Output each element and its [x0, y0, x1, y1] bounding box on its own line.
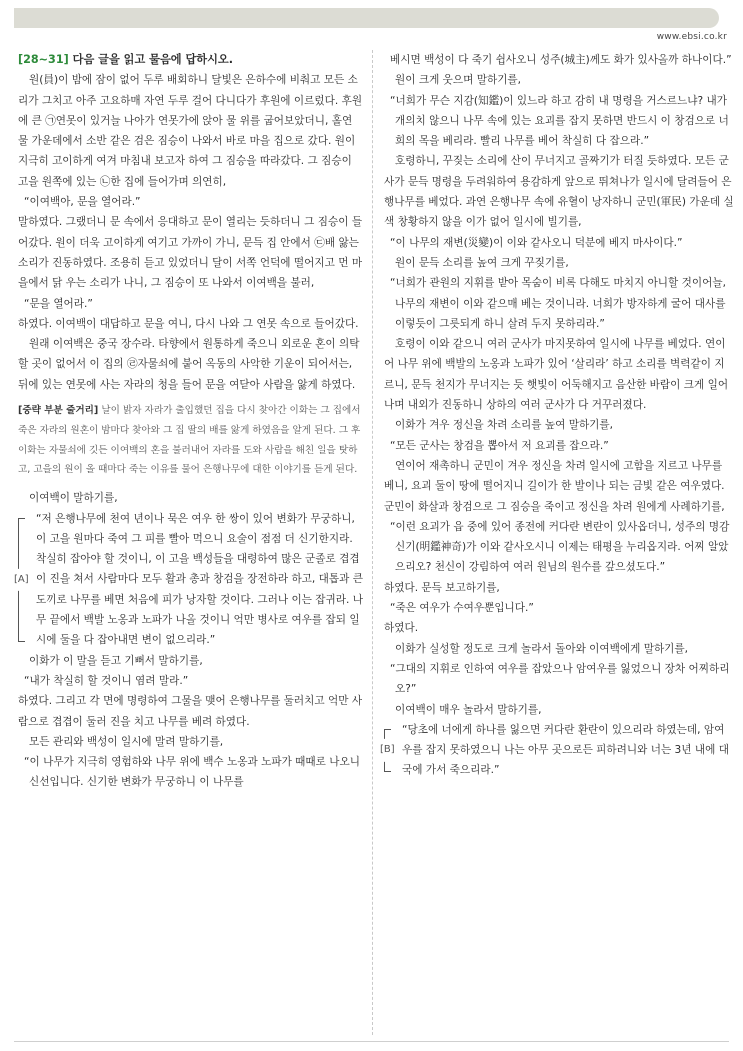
box-b-text: “당초에 너에게 하나를 잃으면 커다란 환란이 있으리라 하였는데, 암여우를 잡지 못하였으니 나는 아무 곳으로든 피하려니와 너는 3년 내에 대국에 가서 죽으리라.” — [402, 723, 729, 777]
passage-paragraph: 하였다. — [384, 622, 419, 635]
passage-paragraph: 원래 이여백은 중국 장수라. 타향에서 원통하게 죽으니 외로운 혼이 의탁할 곳이 없어서 이 집의 ㉣자물쇠에 붙어 옥동의 사악한 기운이 되어서는, 뒤에 있는 연못에 사는 자라의 청을 들어 문을 여닫아 사람을 앓게 하였다. — [18, 338, 360, 391]
passage-bottom — [18, 651, 364, 793]
passage-dialogue: “너희가 관원의 지휘를 받아 목숨이 비록 다해도 마치지 아니할 것이어늘, 나무의 재변이 이와 같으매 베는 것이니라. 너희가 방자하게 굴어 대사를 이렇듯이 그릇되게 하니 살려 두지 못하리라.” — [390, 277, 726, 330]
passage-paragraph: 하였다. 이여백이 대답하고 문을 여니, 다시 나와 그 연못 속으로 들어갔다. — [18, 317, 359, 330]
passage-paragraph: 원이 크게 웃으며 말하기를, — [395, 74, 522, 87]
passage-paragraph: 이화가 실성할 정도로 크게 놀라서 돌아와 이여백에게 말하기를, — [395, 642, 689, 655]
box-a — [14, 509, 364, 651]
left-column — [14, 50, 364, 793]
passage-dialogue: “너희가 무슨 지감(知鑑)이 있느라 하고 감히 내 명령을 거스르느냐? 내가 개의치 않으니 나무 속에 있는 요괴를 잡지 못하면 반드시 이 창검으로 너희의 목을 베리라. 빨리 나무를 베어 착실히 다 잡으라.” — [390, 94, 729, 148]
passage-dialogue: “내가 착실히 할 것이니 염려 말라.” — [24, 674, 189, 687]
passage-paragraph: 하였다. 그리고 각 면에 명령하여 그물을 맺어 은행나무를 둘러치고 억만 사람으로 겹겹이 둘러 진을 치고 나무를 베려 하였다. — [18, 695, 363, 728]
passage-dialogue: “문을 열어라.” — [24, 297, 93, 310]
passage-dialogue: “모든 군사는 창검을 뽑아서 저 요괴를 잡으라.” — [390, 439, 609, 452]
summary-text: 날이 밝자 자라가 출입했던 집을 다시 찾아간 이화는 그 집에서 죽은 자라의 원혼이 밤마다 찾아와 그 집 딸의 배를 앓게 하였음을 알게 된다. 그 후 이화는 자물쇠에 깃든 이여백의 혼을 불러내어 자라를 도와 사람을 해친 일을 탓하고, 고을의 원이 올 때마다 죽는 이유를 물어 은행나무에 대한 이야기를 듣게 된다. — [18, 405, 361, 476]
footer-rule — [14, 1041, 729, 1042]
passage-dialogue: “그대의 지휘로 인하여 여우를 잡았으나 암여우를 잃었으니 장차 어찌하리오?” — [390, 662, 730, 696]
header-bar — [14, 8, 719, 28]
site-url: www.ebsi.co.kr — [656, 32, 727, 42]
passage-dialogue: “죽은 여우가 수여우뿐입니다.” — [390, 602, 534, 615]
question-instruction: 다음 글을 읽고 물음에 답하시오. — [72, 53, 233, 66]
passage-dialogue: 베시면 백성이 다 죽기 쉽사오니 성주(城主)께도 화가 있사올까 하나이다.” — [390, 54, 732, 66]
box-a-text: “저 은행나무에 천여 년이나 묵은 여우 한 쌍이 있어 변화가 무궁하니, 이 고을 원마다 죽여 그 피를 빨아 먹으니 요술이 점점 더 신기한지라. 착실히 잡아야 할 것이니, 이 고을 백성들을 대령하여 많은 군졸로 겹겹이 진을 쳐서 사람마다 모두 활과 총과 창검을 장전하라 하고, 대톱과 큰 도끼로 나무를 베면 처음에 피가 낭자할 것이다. 그러나 이는 잡귀라. 나무 끝에서 백발 노옹과 노파가 나올 것이니 억만 병사로 여우를 잡되 일시에 둘을 다 잡아내면 변이 없으리라.” — [36, 512, 363, 647]
box-b — [380, 720, 734, 781]
passage-dialogue: “이여백아, 문을 열어라.” — [24, 196, 141, 209]
passage-paragraph: 하였다. 문득 보고하기를, — [384, 581, 500, 594]
box-a-label: [A] — [14, 568, 29, 590]
question-number: [28~31] — [18, 53, 69, 66]
plot-summary — [18, 401, 364, 480]
passage-paragraph: 원이 문득 소리를 높여 크게 꾸짖기를, — [395, 256, 569, 269]
passage-paragraph: 말하였다. 그랬더니 문 속에서 응대하고 문이 열리는 듯하더니 그 짐승이 들어갔다. 원이 더욱 고이하게 여기고 가까이 가니, 문득 집 안에서 ㉢배 앓는 소리가 진동하였다. 조용히 듣고 있었더니 달이 서쪽 언덕에 떨어지고 먼 마을에서 닭 우는 소리가 나니, 그 짐승이 또 나와서 이여백을 불러, — [18, 216, 363, 290]
box-a-intro: 이여백이 말하기를, — [29, 492, 118, 505]
passage-dialogue: “이 나무가 지극히 영험하와 나무 위에 백수 노옹과 노파가 때때로 나오니 신선입니다. 신기한 변화가 무궁하니 이 나무를 — [24, 756, 360, 789]
passage-paragraph: 이여백이 매우 놀라서 말하기를, — [395, 703, 542, 716]
passage-paragraph: 이화가 이 말을 듣고 기뻐서 말하기를, — [29, 654, 203, 667]
passage-paragraph: 연이어 재촉하니 군민이 겨우 정신을 차려 일시에 고함을 지르고 나무를 베니, 요괴 둘이 땅에 떨어지니 길이가 한 발이나 되는 금빛 같은 여우였다. 군민이 화살과 창검으로 그 짐승을 죽이고 정신을 차려 원에게 사례하기를, — [384, 459, 725, 513]
passage-paragraph: 모든 관리와 백성이 일시에 말려 말하기를, — [29, 735, 224, 748]
passage-top — [18, 70, 364, 395]
passage-paragraph: 호령하니, 꾸짖는 소리에 산이 무너지고 골짜기가 터질 듯하였다. 모든 군사가 문득 명령을 두려워하여 용감하게 앞으로 뛰쳐나가 일시에 달려들어 은행나무를 베었다. 과연 은행나무 속에 유혈이 낭자하니 군민(軍民) 가운데 실색 창황하지 않을 이가 없어 일시에 빌기를, — [384, 155, 734, 229]
passage-paragraph: 이화가 겨우 정신을 차려 소리를 높여 말하기를, — [395, 419, 614, 432]
column-divider — [372, 50, 373, 1035]
passage-dialogue: “이 나무의 재변(災變)이 이와 같사오니 덕분에 베지 마사이다.” — [390, 236, 683, 249]
passage-paragraph: 호령이 이와 같으니 여러 군사가 마지못하여 일시에 나무를 베었다. 연이어 나무 위에 백발의 노옹과 노파가 있어 ‘살리라’ 하고 소리를 벽력같이 지르니, 문득 천지가 무너지는 듯 햇빛이 어둑해지고 음산한 바람이 크게 일어나며 내외가 진동하니 상하의 여러 군사가 다 거꾸러졌다. — [384, 338, 729, 412]
page-header — [0, 8, 743, 42]
passage-paragraph: 원(員)이 밤에 잠이 없어 두루 배회하니 달빛은 은하수에 비춰고 모든 소리가 그치고 아주 고요하매 자연 두루 걸어 다니다가 후원에 이르렀다. 후원에 큰 ㉠연못이 있거늘 나아가 연못가에 앉아 물 위를 굽어보았더니, 홀연 물 가운데에서 소반 같은 검은 짐승이 나와서 바로 마을 집으로 갔다. 원이 지극히 고이하게 여겨 마침내 보고자 하여 그 짐승을 따라갔다. 그 짐승이 고을 원쪽에 있는 ㉡한 집에 들어가며 의연히, — [18, 74, 363, 188]
passage-dialogue: “이런 요괴가 읍 중에 있어 종전에 커다란 변란이 있사옵더니, 성주의 명감신기(明鑑神奇)가 이와 같사오시니 이제는 태평을 누리옵지라. 어찌 알았으리오? 천신이 강림하여 여러 원님의 원수를 갚으셨도다.” — [390, 520, 730, 574]
box-b-label: [B] — [380, 739, 395, 761]
question-header — [18, 50, 364, 70]
right-column — [380, 50, 734, 781]
summary-label: [중략 부분 줄거리] — [18, 405, 99, 417]
